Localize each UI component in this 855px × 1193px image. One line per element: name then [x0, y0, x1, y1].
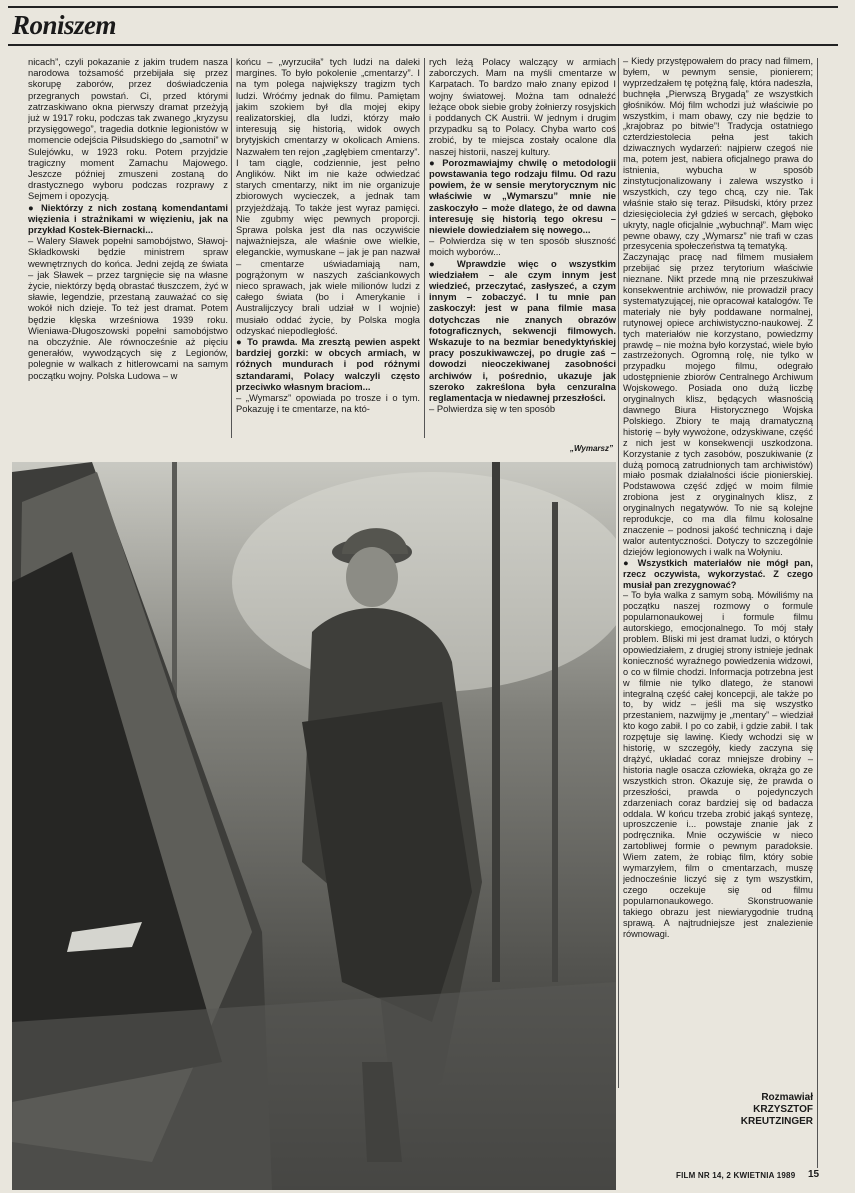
- article-column-2: [236, 56, 420, 434]
- credit-firstname: KRZYSZTOF: [753, 1104, 813, 1115]
- soldier-at-tent-image: [12, 462, 616, 1190]
- interview-question: ● Wszystkich materiałów nie mógł pan, rzecz oczywista, wykorzystać. Z czego musiał pan zrezygnować?: [623, 557, 813, 590]
- article-paragraph: nicach”, czyli pokazanie z jakim trudem nasza narodowa tożsamość przebijała się przez skorupę zaborów, przez doświadczenia przegranych powstań. Ci, przed którymi zatrzaskiwano okna pierwszy dramat przeżyją już w 1917 roku, podczas tak zwanego „kryzysu przysięgowego”, tragedia dotknie legionistów w momencie odejścia Piłsudskiego do „samotni” w Sulejówku, w 1923 roku. Potem przyjdzie tragiczny moment Zamachu Majowego. Jeszcze później zmuszeni zostaną do drastycznego wyboru podczas rozprawy z Sejmem i opozycją.: [28, 56, 228, 202]
- header-rule: [8, 44, 838, 46]
- interview-credit: [623, 1092, 813, 1128]
- article-paragraph: rych leżą Polacy walczący w armiach zaborczych. Mam na myśli cmentarze w Karpatach. To bardzo mało znany epizod I wojny światowej. Można tam odnaleźć leżące obok siebie groby żołnierzy rosyjskich i poddanych CK Austrii. W jednym i drugim przypadku są to Polacy. Chyba warto coś zrobić, by te miejsca zostały ocalone dla naszej historii, naszej kultury.: [429, 56, 616, 157]
- article-paragraph: – Polwierdza się w ten sposób: [429, 403, 556, 415]
- credit-lastname: KREUTZINGER: [740, 1116, 813, 1127]
- article-paragraph: – To była walka z samym sobą. Mówiliśmy na początku naszej rozmowy o formule popularnonaukowej i formule filmu autorskiego, emocjonalnego. To mój stały problem. Bliski mi jest dramat ludzi, o których opowiedziałem, z drugiej strony istnieje jednak konieczność wyraźnego powiedzenia widzowi, o co w filmie chodzi. Informacja potrzebna jest w filmie nie tylko dlatego, że stanowi integralną część całej koncepcji, ale także po to, by widz – jeśli ma się wszystko przestaniem, nazwijmy je „mentary” – wiedział kto kogo zabił. I po co zabił, i gdzie zabił. I tak rozpętuje się lawinę. Kiedy wchodzi się w historię, w szczegóły, kiedy zaczyna się drążyć, układać coraz mniejsze drobiny – historia nagle osacza człowieka, okrąża go ze wszystkich stron. Okazuje się, że prawda o przeszłości, prawda o pojedynczych zdarzeniach coraz bardziej się od badacza oddala. W końcu trzeba zrobić jakąś syntezę, uproszczenie i... powstaje znanie jak z podręcznika. Mnie oczywiście w nieco zartobliwej formie o pewnym paradoksie. Wiem zatem, że robiąc film, który sobie wymarzyłem, film o cmentarzach, muszę jednocześnie liczyć się z tym wszystkim, czego oczekuje się od filmu popularnonaukowego. Skonstruowanie takiego obrazu jest niewiarygodnie trudną sprawą. A najtrudniejsze jest znalezienie równowagi.: [623, 590, 813, 939]
- article-paragraph: końcu – „wyrzuciła” tych ludzi na daleki margines. To było pokolenie „cmentarzy”. I na tym polega największy tragizm tych ludzi. Wróćmy jednak do filmu. Pamiętam jakim szokiem był dla mojej ekipy realizatorskiej, dla ludzi, którzy mało interesują się historią, widok owych brytyjskich cmentarzy w okolicach Amiens. Nazwałem ten rejon „zagłębiem cmentarzy”. I tam ciągle, codziennie, jest pełno Anglików. Nikt im nie każe odwiedzać starych cmentarzy, nikt im nie organizuje zbiorowych wycieczek, a jednak tam przyjeżdżają. To także jest wyraz pamięci. Nie zgubmy więc pewnych proporcji. Sprawa polska jest dla nas oczywiście najważniejsza, ale właśnie owe wielkie, eleganckie, wymuskane – jak je pan nazwał – cmentarze uświadamiają nam, pogrążonym w naszych zaściankowych nieco sprawach, jak wiele milionów ludzi z całego świata (bo i Amerykanie i Australijczycy brali udział w I wojnie) musiało oddać życie, by Polska mogła odzyskać niepodległość.: [236, 56, 420, 336]
- article-paragraph: – Walery Sławek popełni samobójstwo, Sławoj-Składkowski będzie ministrem spraw wewnętrznych do końca. Jedni zejdą ze świata – jak Sławek – przez targnięcie się na własne życie, niektórzy będą obrastać tłuszczem, żyć w sławie, legendzie, przestaną zauważać co się wokół nich dzieje. To też jest dramat. Potem będzie klęska wrześniowa 1939 roku. Wieniawa-Długoszowski popełni samobójstwo na obczyźnie. Ale równocześnie aż pięciu generałów, wywodzących się z Legionów, polegnie w walkach z hitlerowcami na samym początku wojny. Polska Ludowa – w: [28, 235, 228, 381]
- article-column-1: [28, 56, 228, 434]
- interview-question: ● Niektórzy z nich zostaną komendantami więzienia i strażnikami w więzieniu, jak na przykład Kostek-Biernacki...: [28, 201, 228, 236]
- article-column-3: [429, 56, 616, 434]
- photo-caption: „Wymarsz”: [570, 444, 613, 453]
- column-divider: [618, 58, 619, 1088]
- page-title: Roniszem: [12, 10, 117, 40]
- column-divider: [231, 58, 232, 438]
- issue-footer: FILM NR 14, 2 KWIETNIA 1989: [676, 1171, 796, 1180]
- film-still-photo: [12, 462, 616, 1190]
- interview-question: ● To prawda. Ma zresztą pewien aspekt bardziej gorzki: w obcych armiach, w różnych mundurach i pod różnymi sztandarami, Polacy walczyli często przeciwko własnym braciom...: [236, 336, 420, 392]
- column-divider: [424, 58, 425, 438]
- column-divider: [817, 58, 818, 1168]
- article-column-4: [623, 56, 813, 1076]
- article-paragraph: – „Wymarsz” opowiada po trosze i o tym. Pokazuję i te cmentarze, na któ-: [236, 392, 420, 415]
- interview-question: ● Porozmawiajmy chwilę o metodologii powstawania tego rodzaju filmu. Od razu powiem, że w sensie merytorycznym nic właściwie w „Wymarszu” mnie nie zaskoczyło – może dlatego, że od dawna interesuję się historią tego okresu – niewiele dowiedziałem się nowego...: [429, 156, 616, 236]
- article-paragraph: – Kiedy przystępowałem do pracy nad filmem, byłem, w pewnym sensie, pionierem; wyprzedzałem tę potężną falę, która nadeszła, buchnęła „Pierwszą Brygadą” ze wszystkich głośników. Mój film wchodzi już właściwie po wszystkim, i mam obawy, czy nie będzie to „krajobraz po bitwie”! Tradycja ostatniego czterdziestolecia pełna jest takich dziwacznych wydarzeń: najpierw czegoś nie ma, potem jest, nabiera oficjalnego prawa do istnienia, wybucha w sposób zinstytucjonalizowany i zalewa wszystko i wszystkich, czy tego chcą, czy nie. Tak właśnie stało się teraz. Piłsudski, który przez dziesięciolecia żył gdzieś w sercach, głęboko ukryty, nagle oficjalnie „wybuchnął”. Mam więc pewne obawy, czy „Wymarsz” nie trafi w czas przesycenia społeczeństwa tą tematyką.: [623, 56, 813, 252]
- article-paragraph: Zaczynając pracę nad filmem musiałem przebijać się przez terytorium właściwie nieznane. Nikt przede mną nie przeszukiwał konsekwentnie archiwów, nie prowadził pracy systematyzującej, nie opracował katalogów. Te materiały nie były poddawane normalnej, rutynowej opiece archiwistyczno-naukowej. Z tych materiałów nie korzystano, powiedzmy prawdę – nie można było korzystać, wiele było zastrzeżonych. Ogromną rolę, nie tylko w przypadku mojego filmu, odegrało udostępnienie zbiorów Centralnego Archiwum Wojskowego. Posiada ono dużą liczbę oryginalnych klisz, będących własnością dawnego Biura Historycznego Wojska Polskiego. Zbiory te mają dramatyczną historię – były wywożone, odzyskiwane, część z nich jest w konsekwencji uszkodzona. Korzystanie z tych zasobów, poszukiwanie (z dużą pomocą zatrudnionych tam archiwistów) miało posmak działalności iście pionierskiej. Podstawowa część zdjęć w moim filmie zrobiona jest z oryginalnych klisz, z oryginalnych negatywów. To nie są kolejne reprodukcje, co ma dla filmu kolosalne znaczenie – podnosi jakość techniczną i daje walor autentyczności. Dotyczy to szczególnie dziejów legionowych i walk na Wołyniu.: [623, 252, 813, 557]
- credit-label: Rozmawiał: [761, 1092, 813, 1103]
- top-rule: [8, 6, 838, 8]
- page-number: 15: [808, 1169, 820, 1180]
- interview-question: ● Wprawdzie więc o wszystkim wiedziałem – ale czym innym jest wiedzieć, przeczytać, zasłyszeć, a czym innym – zobaczyć. I tu mnie pan zaskoczył: jest w pana filmie masa dotychczas nie znanych obrazów fotograficznych, sekwencji filmowych. Wskazuje to na bezmiar benedyktyńskiej pracy poszukiwawczej, po drugie zaś – dowodzi nieoczekiwanej zasobności archiwów i, pośrednio, ukazuje jak szeroko zakreślona była cenzuralna reglamentacja w niedawnej przeszłości.: [429, 257, 616, 404]
- article-paragraph: – Polwierdza się w ten sposób słuszność moich wyborów...: [429, 235, 616, 258]
